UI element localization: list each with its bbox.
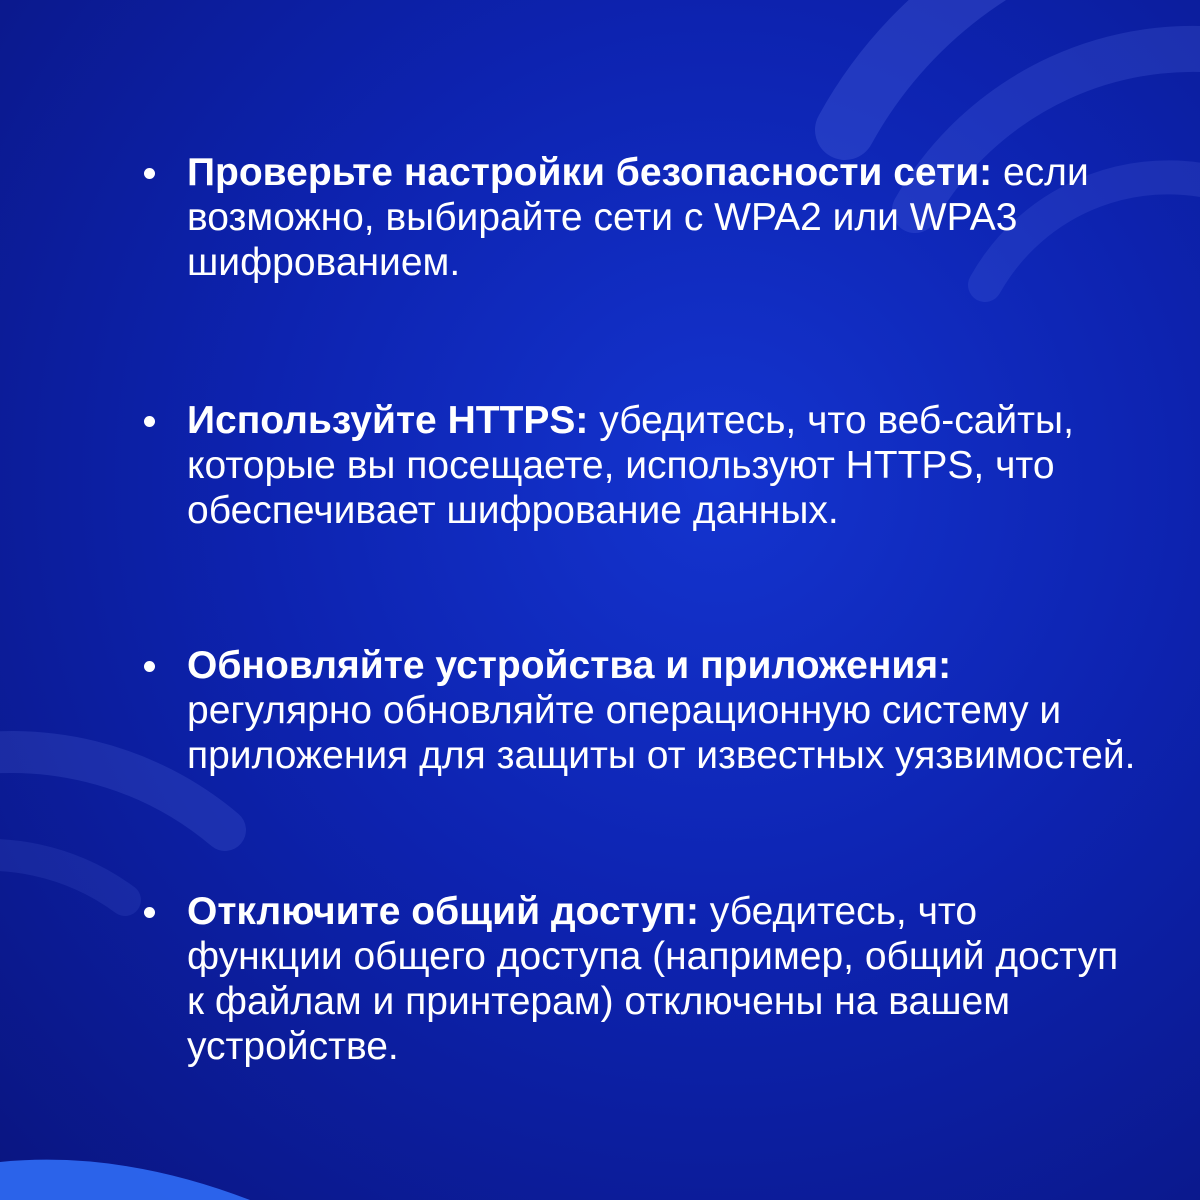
tip-use-https: [140, 398, 1140, 533]
tip-text: убедитесь, что веб-сайты, которые вы посещаете, используют HTTPS, что обеспечивает шифрование данных.: [187, 399, 1074, 532]
tip-text: регулярно обновляйте операционную систему и приложения для защиты от известных уязвимостей.: [187, 689, 1136, 777]
tip-text: если возможно, выбирайте сети с WPA2 или WPA3 шифрованием.: [187, 151, 1089, 284]
tip-title: Отключите общий доступ:: [187, 890, 699, 933]
tip-update-devices: [140, 643, 1140, 778]
tip-disable-sharing: [140, 889, 1140, 1069]
tip-title: Проверьте настройки безопасности сети:: [187, 151, 993, 194]
bullet-icon: [144, 661, 155, 672]
bottom-left-wave: [0, 1160, 250, 1200]
bullet-icon: [144, 907, 155, 918]
bullet-icon: [144, 416, 155, 427]
tip-text: убедитесь, что функции общего доступа (например, общий доступ к файлам и принтерам) отключены на вашем устройстве.: [187, 890, 1119, 1068]
tip-title: Обновляйте устройства и приложения:: [187, 644, 952, 687]
tip-title: Используйте HTTPS:: [187, 399, 589, 442]
tip-network-security: [140, 150, 1140, 285]
bullet-icon: [144, 168, 155, 179]
tips-list: [140, 150, 1140, 1069]
